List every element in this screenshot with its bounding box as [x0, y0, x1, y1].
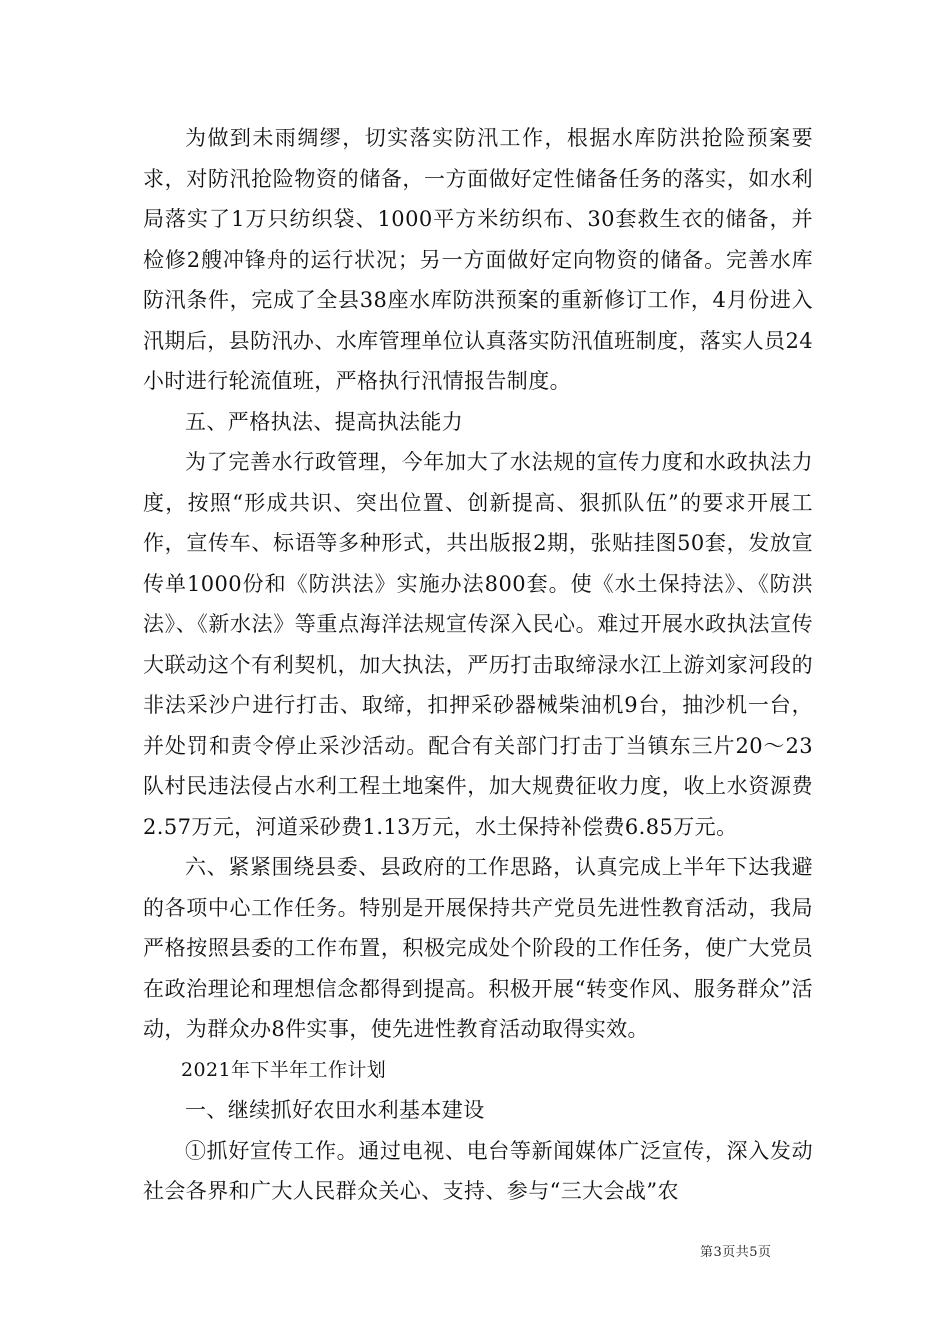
paragraph-central-tasks: 六、紧紧围绕县委、县政府的工作思路，认真完成上半年下达我避的各项中心工作任务。特别是开展保持共产党员先进性教育活动，我局严格按照县委的工作布置，积极完成处个阶段的工作任务，使广大党员在政治理论和理想信念都得到提高。积极开展“转变作风、服务群众”活动，为群众办8件实事，使先进性教育活动取得实效。 [143, 855, 813, 1041]
paragraph-publicity-work: ①抓好宣传工作。通过电视、电台等新闻媒体广泛宣传，深入发动社会各界和广大人民群众关心、支持、参与“三大会战”农 [143, 1138, 813, 1203]
page-number-footer: 第3页共5页 [700, 1245, 772, 1260]
heading-law-enforcement: 五、严格执法、提高执法能力 [185, 409, 464, 434]
heading-second-half-plan: 2021年下半年工作计划 [181, 1058, 387, 1081]
heading-farmland-irrigation: 一、继续抓好农田水利基本建设 [185, 1098, 485, 1122]
paragraph-water-administration: 为了完善水行政管理，今年加大了水法规的宣传力度和水政执法力度，按照“形成共识、突出位置、创新提高、狠抓队伍”的要求开展工作，宣传车、标语等多种形式，共出版报2期，张贴挂图50套，发放宣传单1000份和《防洪法》实施办法800套。使《水土保持法》、《防洪法》、《新水法》等重点海洋法规宣传深入民心。难过开展水政执法宣传大联动这个有利契机，加大执法，严历打击取缔渌水江上游刘家河段的非法采沙户进行打击、取缔，扣押采砂器械柴油机9台，抽沙机一台，并处罚和责令停止采沙活动。配合有关部门打击丁当镇东三片20～23队村民违法侵占水利工程土地案件，加大规费征收力度，收上水资源费2.57万元，河道采砂费1.13万元，水土保持补偿费6.85万元。 [143, 450, 813, 839]
paragraph-flood-materials: 为做到未雨绸缪，切实落实防汛工作，根据水库防洪抢险预案要求，对防汛抢险物资的储备，一方面做好定性储备任务的落实，如水利局落实了1万只纺织袋、1000平方米纺织布、30套救生衣的储备，并检修2艘冲锋舟的运行状况；另一方面做好定向物资的储备。完善水库防汛条件，完成了全县38座水库防洪预案的重新修订工作，4月份进入汛期后，县防汛办、水库管理单位认真落实防汛值班制度，落实人员24小时进行轮流值班，严格执行汛情报告制度。 [143, 126, 813, 393]
document-body [143, 118, 813, 1212]
